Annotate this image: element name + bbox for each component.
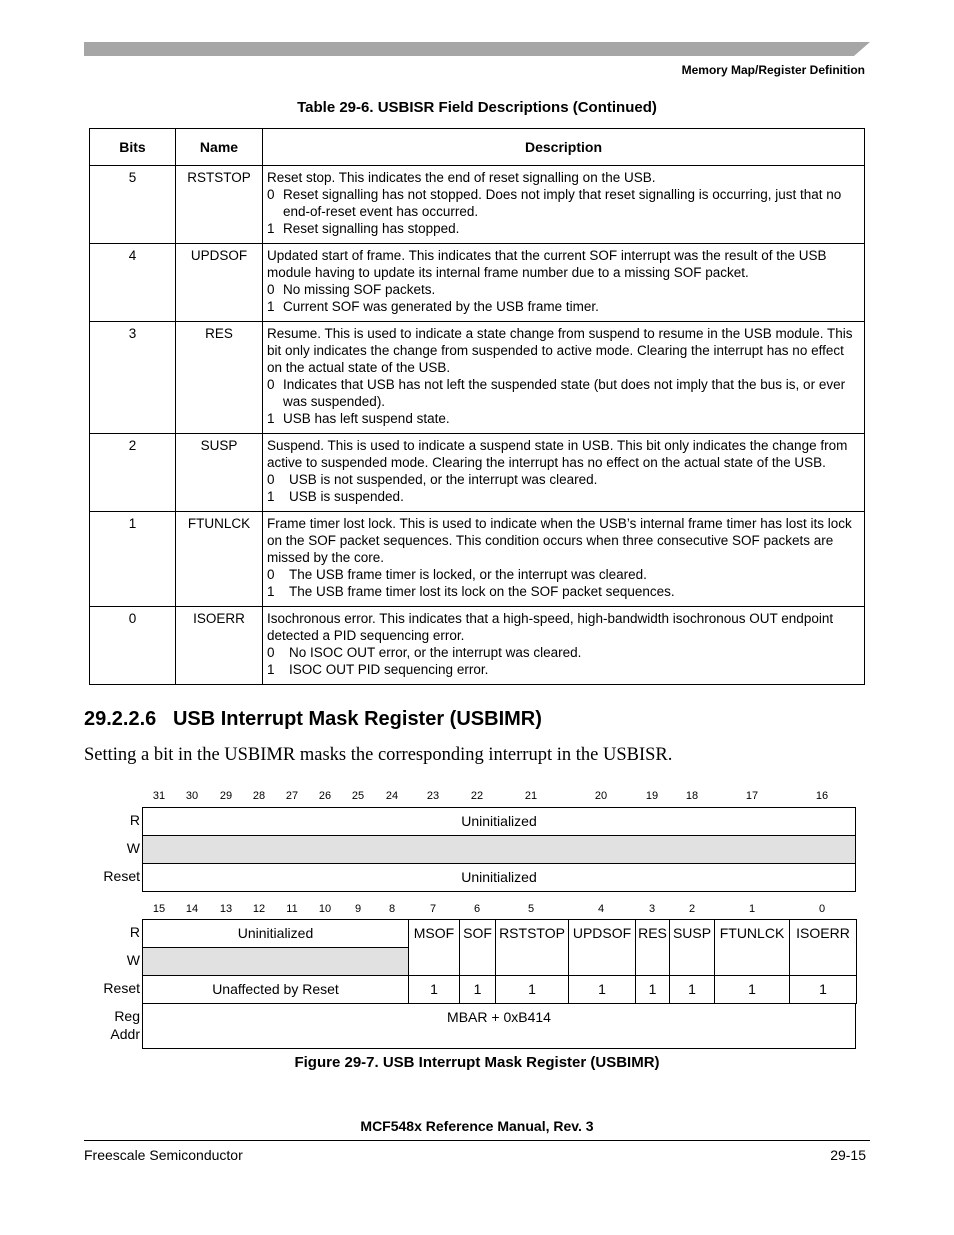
field-reset-value: 1 [459, 975, 496, 1004]
description-text: Reset stop. This indicates the end of reset signalling on the USB. [267, 170, 656, 185]
field-description-table [89, 128, 865, 685]
lower-reserved-reset: Unaffected by Reset [142, 975, 409, 1004]
field-reset-value: 1 [635, 975, 670, 1004]
bit-number: 24 [385, 790, 399, 802]
value-line [267, 566, 860, 583]
value-text: USB is suspended. [289, 489, 404, 504]
upper-write-field [142, 835, 856, 864]
bit-number: 12 [252, 903, 266, 915]
field-susp: SUSP [669, 919, 715, 976]
description-cell [263, 512, 865, 607]
footer-divider [84, 1140, 870, 1141]
header-bar [84, 42, 870, 56]
upper-reset-field: Uninitialized [142, 863, 856, 892]
value-number: 1 [267, 584, 275, 599]
name-cell: UPDSOF [176, 244, 263, 322]
bits-cell: 0 [90, 607, 176, 685]
value-text: Current SOF was generated by the USB frame timer. [283, 299, 599, 314]
bit-number: 22 [470, 790, 484, 802]
bit-number: 13 [219, 903, 233, 915]
value-text: Reset signalling has stopped. [283, 221, 460, 236]
value-line [267, 488, 860, 505]
lower-reserved-read: Uninitialized [142, 919, 409, 948]
bit-number: 30 [185, 790, 199, 802]
description-text: Suspend. This is used to indicate a suspend state in USB. This bit only indicates the change from active to suspended mode. Clearing the interrupt has no effect on the actual state of the USB. [267, 438, 848, 470]
bit-number: 17 [745, 790, 759, 802]
bits-cell: 3 [90, 322, 176, 434]
value-text: The USB frame timer is locked, or the interrupt was cleared. [289, 567, 647, 582]
bits-cell: 5 [90, 166, 176, 244]
name-cell: ISOERR [176, 607, 263, 685]
column-header: Bits [90, 129, 176, 166]
page-number: 29-15 [830, 1147, 866, 1163]
table-caption: Table 29-6. USBISR Field Descriptions (Continued) [297, 99, 657, 116]
table-header-row [90, 129, 865, 166]
value-text: USB has left suspend state. [283, 411, 450, 426]
field-isoerr: ISOERR [789, 919, 857, 976]
value-line [267, 298, 860, 315]
section-heading: 29.2.2.6 USB Interrupt Mask Register (USBIMR) [84, 708, 542, 730]
bit-number: 6 [473, 903, 481, 915]
field-reset-value: 1 [669, 975, 715, 1004]
row-label-w: W [126, 840, 140, 856]
description-text: Isochronous error. This indicates that a high-speed, high-bandwidth isochronous OUT endpoint detected a PID sequencing error. [267, 611, 834, 643]
bit-number: 31 [152, 790, 166, 802]
field-updsof: UPDSOF [568, 919, 636, 976]
value-number: 1 [267, 411, 275, 426]
bit-number: 23 [426, 790, 440, 802]
bit-number: 0 [818, 903, 826, 915]
value-line [267, 410, 860, 427]
bit-number: 8 [388, 903, 396, 915]
field-rststop: RSTSTOP [495, 919, 569, 976]
company-name: Freescale Semiconductor [84, 1147, 243, 1163]
body-paragraph: Setting a bit in the USBIMR masks the corresponding interrupt in the USBISR. [84, 745, 673, 765]
field-msof: MSOF [408, 919, 460, 976]
value-line [267, 471, 860, 488]
field-reset-value: 1 [495, 975, 569, 1004]
value-number: 1 [267, 662, 275, 677]
value-text: The USB frame timer lost its lock on the SOF packet sequences. [289, 584, 675, 599]
bit-number: 2 [688, 903, 696, 915]
value-number: 0 [267, 567, 275, 582]
name-cell: SUSP [176, 434, 263, 512]
value-number: 1 [267, 489, 275, 504]
bit-number: 19 [645, 790, 659, 802]
column-header: Name [176, 129, 263, 166]
figure-caption: Figure 29-7. USB Interrupt Mask Register (USBIMR) [294, 1054, 660, 1071]
bits-cell: 1 [90, 512, 176, 607]
description-cell [263, 322, 865, 434]
description-cell [263, 166, 865, 244]
bit-number: 15 [152, 903, 166, 915]
description-text: Updated start of frame. This indicates that the current SOF interrupt was the result of the USB module having to update its internal frame number due to a missing SOF packet. [267, 248, 827, 280]
name-cell: FTUNLCK [176, 512, 263, 607]
value-text: No ISOC OUT error, or the interrupt was cleared. [289, 645, 582, 660]
row-label-reset: Reset [103, 980, 140, 996]
table-row [90, 166, 865, 244]
row-label-addr: Addr [110, 1026, 140, 1042]
value-line [267, 281, 860, 298]
bit-number: 28 [252, 790, 266, 802]
bit-number: 7 [429, 903, 437, 915]
bit-number: 1 [748, 903, 756, 915]
bit-number: 5 [527, 903, 535, 915]
bit-number: 25 [351, 790, 365, 802]
bit-number: 27 [285, 790, 299, 802]
row-label-r: R [129, 812, 140, 828]
bit-number: 9 [354, 903, 362, 915]
value-line [267, 376, 860, 410]
field-reset-value: 1 [789, 975, 857, 1004]
table-row [90, 512, 865, 607]
field-reset-value: 1 [408, 975, 460, 1004]
field-res: RES [635, 919, 670, 976]
column-header: Description [263, 129, 865, 166]
description-cell [263, 607, 865, 685]
table-row [90, 434, 865, 512]
name-cell: RES [176, 322, 263, 434]
description-cell [263, 244, 865, 322]
table-row [90, 607, 865, 685]
bit-number: 4 [597, 903, 605, 915]
bit-number: 3 [648, 903, 656, 915]
upper-read-field: Uninitialized [142, 807, 856, 836]
value-line [267, 186, 860, 220]
value-text: Reset signalling has not stopped. Does not imply that reset signalling is occurring, just that no end-of-reset event has occurred. [283, 187, 842, 219]
description-text: Resume. This is used to indicate a state change from suspend to resume in the USB module. This bit only indicates the change from suspended to active mode. Clearing the interrupt has no effect on the actual state of the USB. [267, 326, 853, 375]
bit-number: 11 [286, 903, 298, 915]
bit-number: 10 [318, 903, 332, 915]
lower-reserved-write [142, 947, 409, 976]
register-address: MBAR + 0xB414 [142, 1003, 856, 1049]
bit-number: 14 [185, 903, 199, 915]
value-text: ISOC OUT PID sequencing error. [289, 662, 489, 677]
table-row [90, 322, 865, 434]
bit-number: 18 [685, 790, 699, 802]
bits-cell: 2 [90, 434, 176, 512]
value-number: 0 [267, 282, 275, 297]
value-number: 0 [267, 472, 275, 487]
table-row [90, 244, 865, 322]
value-number: 0 [267, 187, 275, 202]
bit-number: 16 [815, 790, 829, 802]
value-text: USB is not suspended, or the interrupt was cleared. [289, 472, 598, 487]
running-header: Memory Map/Register Definition [681, 63, 865, 77]
field-reset-value: 1 [568, 975, 636, 1004]
value-line [267, 661, 860, 678]
row-label-reset: Reset [103, 868, 140, 884]
bit-number: 20 [594, 790, 608, 802]
value-number: 0 [267, 645, 275, 660]
bit-number: 26 [318, 790, 332, 802]
field-sof: SOF [459, 919, 496, 976]
field-reset-value: 1 [714, 975, 790, 1004]
value-text: No missing SOF packets. [283, 282, 436, 297]
row-label-reg: Reg [114, 1008, 140, 1024]
name-cell: RSTSTOP [176, 166, 263, 244]
bits-cell: 4 [90, 244, 176, 322]
bit-number: 21 [524, 790, 538, 802]
value-text: Indicates that USB has not left the suspended state (but does not imply that the bus is, or ever was suspended). [283, 377, 846, 409]
value-number: 0 [267, 377, 275, 392]
bit-number: 29 [219, 790, 233, 802]
value-line [267, 644, 860, 661]
row-label-w: W [126, 952, 140, 968]
description-cell [263, 434, 865, 512]
row-label-r: R [129, 924, 140, 940]
value-number: 1 [267, 221, 275, 236]
field-ftunlck: FTUNLCK [714, 919, 790, 976]
value-line [267, 220, 860, 237]
manual-title: MCF548x Reference Manual, Rev. 3 [360, 1118, 594, 1134]
value-line [267, 583, 860, 600]
value-number: 1 [267, 299, 275, 314]
description-text: Frame timer lost lock. This is used to indicate when the USB’s internal frame timer has lost its lock on the SOF packet sequences. This condition occurs when three consecutive SOF packets are missed by the core. [267, 516, 852, 565]
